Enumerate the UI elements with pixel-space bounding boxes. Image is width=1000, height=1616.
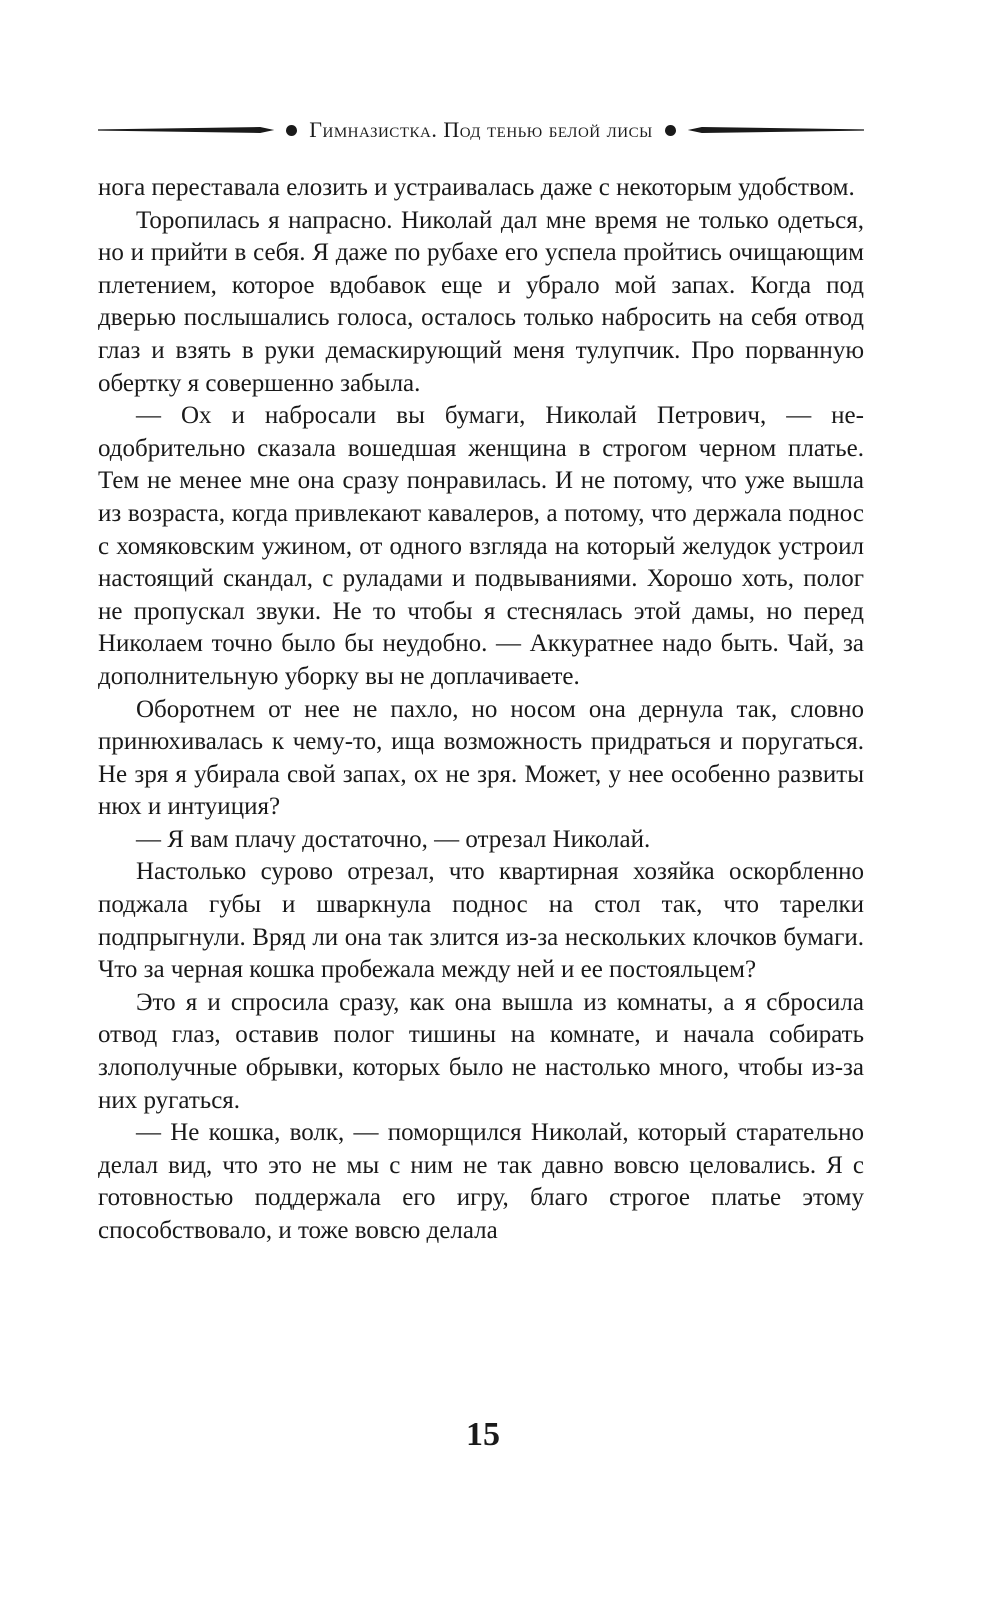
bullet-ornament-right (665, 125, 676, 136)
bullet-ornament-left (286, 125, 297, 136)
paragraph: Торопилась я напрасно. Николай дал мне время не только одеться, но и прийти в себя. Я даже по рубахе его успела пройтись очищающим плетением, которое вдобавок еще и убрало мой запах. Когда под дверью послышались голоса, осталось только набросить на себя отвод глаз и взять в руки демаскирующий меня тулупчик. Про порванную обертку я совершенно забыла. (98, 206, 864, 397)
ornamental-rule-left (98, 127, 274, 133)
paragraph: Оборотнем от нее не пахло, но носом она дернула так, словно принюхивалась к чему-то, ища возможность придраться и поругаться. Не зря я убирала свой запах, ох не зря. Может, у нее особенно развиты нюх и интуиция? (98, 695, 864, 821)
paragraph: — Я вам плачу достаточно, — отрезал Николай. (136, 825, 651, 853)
body-text (98, 172, 864, 1248)
paragraph: — Ох и набросали вы бумаги, Николай Петрович, — неодобрительно сказала вошедшая женщина в строгом черном платье. Тем не менее мне она сразу понравилась. И не потому, что уже вышла из возраста, когда привлекают кавалеров, а потому, что держала поднос с хомяковским ужином, от одного взгляда на который желудок устроил настоящий скандал, с руладами и подвываниями. Хорошо хоть, полог не пропускал звуки. Не то чтобы я стеснялась этой дамы, но перед Николаем точно было бы неудобно. — Аккуратнее надо быть. Чай, за дополнительную уборку вы не доплачиваете. (98, 402, 864, 690)
paragraph: нога переставала елозить и устраивалась даже с некоторым удобством. (98, 174, 855, 201)
paragraph: Это я и спросила сразу, как она вышла из комнаты, а я сбросила отвод глаз, оставив полог тишины на комнате, и начала собирать злополучные обрывки, которых было не настолько много, чтобы из-за них ругаться. (98, 988, 864, 1114)
paragraph: — Не кошка, волк, — поморщился Николай, который старательно делал вид, что это не мы с ним не так давно вовсю целовались. Я с готовностью поддержала его игру, благо строгое платье этому способствовало, и тоже вовсю делала (98, 1119, 864, 1244)
ornamental-rule-right (688, 127, 864, 133)
paragraph: Настолько сурово отрезал, что квартирная хозяйка оскорбленно поджала губы и шваркнула поднос на стол так, что тарелки подпрыгнули. Вряд ли она так злится из-за нескольких клочков бумаги. Что за черная кошка пробежала между ней и ее постояльцем? (98, 858, 864, 984)
running-head (98, 110, 864, 150)
running-head-title: Гимназистка. Под тенью белой лисы (309, 117, 653, 142)
page-number: 15 (466, 1416, 500, 1453)
